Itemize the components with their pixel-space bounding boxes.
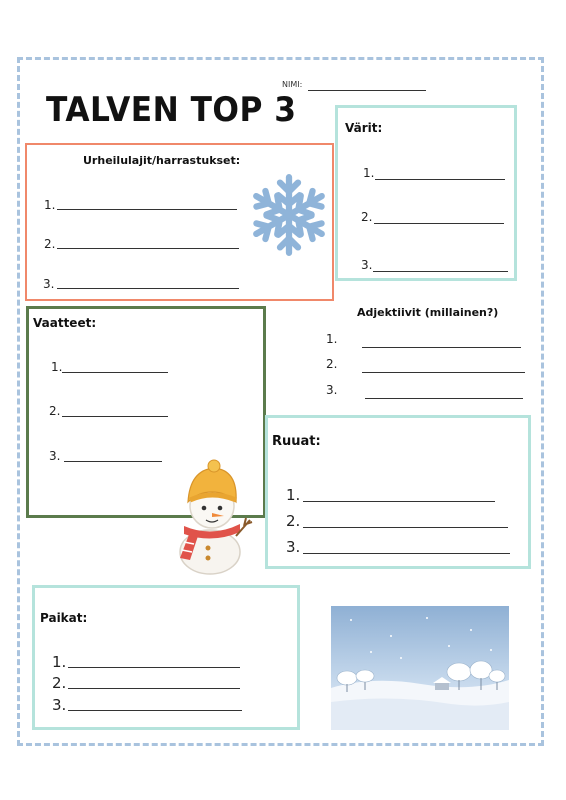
places-item-2-line[interactable] — [68, 688, 240, 689]
sports-item-1-number: 1. — [44, 198, 56, 212]
name-label: NIMI: — [282, 80, 303, 89]
adjectives-heading: Adjektiivit (millainen?) — [357, 306, 499, 319]
food-item-2-number: 2. — [286, 512, 301, 530]
colors-item-3-line[interactable] — [373, 271, 508, 272]
colors-item-1-line[interactable] — [375, 179, 505, 180]
winter-landscape-picture — [331, 606, 509, 730]
clothes-item-2-number: 2. — [49, 404, 61, 418]
clothes-item-3-number: 3. — [49, 449, 61, 463]
colors-item-2-line[interactable] — [374, 223, 504, 224]
places-box — [32, 585, 300, 730]
colors-heading: Värit: — [345, 121, 383, 135]
snowman-illustration — [168, 458, 256, 576]
clothes-heading: Vaatteet: — [33, 316, 97, 330]
adjectives-item-3-line[interactable] — [365, 398, 523, 399]
adjectives-item-1-number: 1. — [326, 332, 338, 346]
adjectives-item-2-line[interactable] — [362, 372, 525, 373]
sports-item-3-line[interactable] — [57, 288, 239, 289]
places-heading: Paikat: — [40, 611, 88, 625]
colors-box — [335, 105, 517, 281]
clothes-item-1-number: 1. — [51, 360, 63, 374]
sports-item-2-line[interactable] — [57, 248, 239, 249]
food-heading: Ruuat: — [272, 434, 321, 449]
food-item-1-number: 1. — [286, 486, 301, 504]
sports-heading: Urheilulajit/harrastukset: — [83, 154, 241, 167]
food-item-3-line[interactable] — [303, 553, 510, 554]
colors-item-3-number: 3. — [361, 258, 373, 272]
name-field[interactable] — [308, 90, 426, 91]
snowflake-icon — [244, 170, 334, 260]
clothes-item-1-line[interactable] — [62, 372, 168, 373]
places-item-3-number: 3. — [52, 696, 67, 714]
page-title: TALVEN TOP 3 — [46, 90, 297, 130]
food-box — [265, 415, 531, 569]
colors-item-2-number: 2. — [361, 210, 373, 224]
places-item-3-line[interactable] — [68, 710, 242, 711]
food-item-2-line[interactable] — [303, 527, 508, 528]
clothes-item-2-line[interactable] — [62, 416, 168, 417]
clothes-item-3-line[interactable] — [64, 461, 162, 462]
food-item-3-number: 3. — [286, 538, 301, 556]
places-item-1-line[interactable] — [68, 667, 240, 668]
sports-item-1-line[interactable] — [57, 209, 237, 210]
sports-item-3-number: 3. — [43, 277, 55, 291]
food-item-1-line[interactable] — [303, 501, 495, 502]
places-item-2-number: 2. — [52, 674, 67, 692]
sports-item-2-number: 2. — [44, 237, 56, 251]
adjectives-item-3-number: 3. — [326, 383, 338, 397]
adjectives-item-1-line[interactable] — [362, 347, 521, 348]
adjectives-item-2-number: 2. — [326, 357, 338, 371]
places-item-1-number: 1. — [52, 653, 67, 671]
colors-item-1-number: 1. — [363, 166, 375, 180]
